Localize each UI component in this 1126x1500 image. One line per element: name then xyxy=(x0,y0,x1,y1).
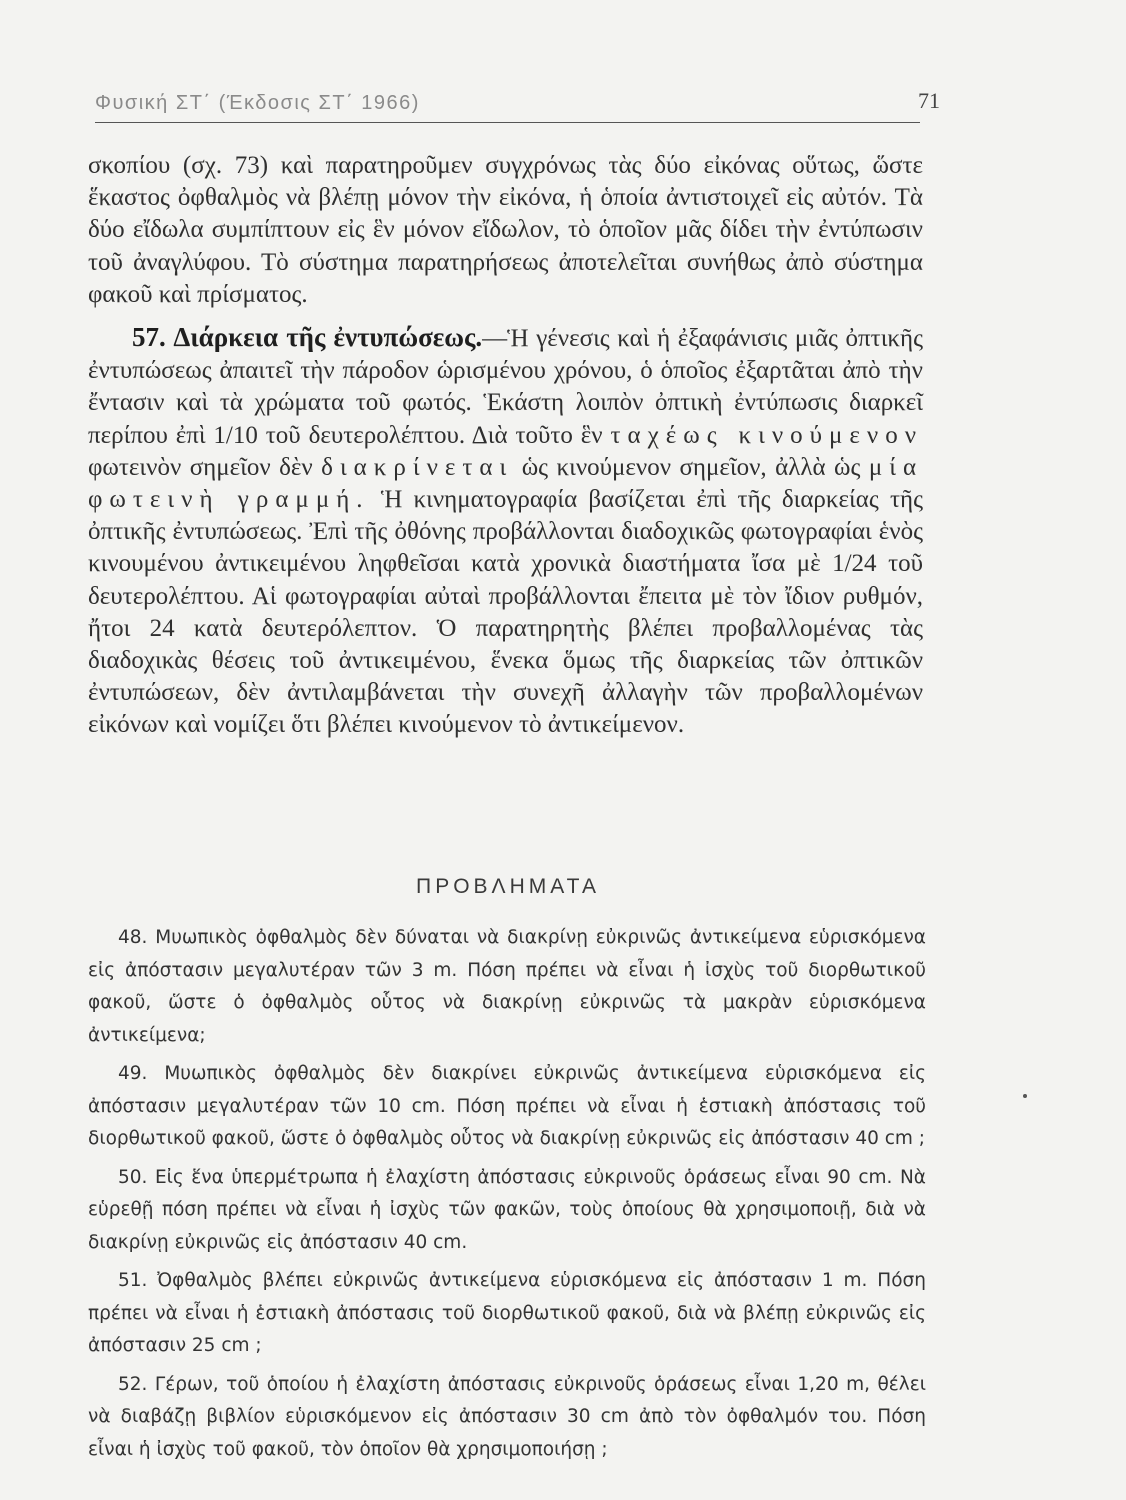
problems-list xyxy=(88,922,926,1472)
problem-item: 50. Εἰς ἕνα ὑπερμέτρωπα ἡ ἐλαχίστη ἀπόστασις εὐκρινοῦς ὁράσεως εἶναι 90 cm. Νὰ εὑρεθῇ πόση πρέπει νὰ εἶναι ἡ ἰσχὺς τῶν φακῶν, τοὺς ὁποίους θὰ χρησιμοποιῇ, διὰ νὰ διακρίνῃ εὐκρινῶς εἰς ἀπόστασιν 40 cm. xyxy=(88,1166,926,1253)
running-head: Φυσική ΣΤ΄ (Έκδοσις ΣΤ΄ 1966) xyxy=(95,92,420,114)
page-number: 71 xyxy=(918,88,940,113)
section-number: 57. xyxy=(132,322,166,353)
spaced-phrase-2: διακρίνεται xyxy=(321,453,514,481)
problems-heading: ΠΡΟΒΛΗΜΑΤΑ xyxy=(416,875,600,898)
section-text-part1: —Ἡ γένεσις καὶ ἡ ἐξαφάνισις μιᾶς ὀπτικῆς ἐντυπώσεως ἀπαιτεῖ τὴν πάροδον ὡρισμένου χρόνου, ὁ ὁποῖος ἐξαρτᾶται ἀπὸ τὴν ἔντασιν καὶ τὰ χρώματα τοῦ φωτός. Ἑκάστη λοιπὸν ὀπτικὴ ἐντύπωσις διαρκεῖ περίπου ἐπὶ 1/10 τοῦ δευτερολέπτου. Διὰ τοῦτο ἓν xyxy=(88,325,923,449)
problem-item: 52. Γέρων, τοῦ ὁποίου ἡ ἐλαχίστη ἀπόστασις εὐκρινοῦς ὁράσεως εἶναι 1,20 m, θέλει νὰ διαβάζῃ βιβλίον εὑρισκόμενον εἰς ἀπόστασιν 30 cm ἀπὸ τὸν ὀφθαλμόν του. Πόση εἶναι ἡ ἰσχὺς τοῦ φακοῦ, τὸν ὁποῖον θὰ χρησιμοποιήσῃ ; xyxy=(88,1373,926,1460)
problem-item: 49. Μυωπικὸς ὀφθαλμὸς δὲν διακρίνει εὐκρινῶς ἀντικείμενα εὑρισκόμενα εἰς ἀπόστασιν μεγαλυτέραν τῶν 10 cm. Πόση πρέπει νὰ εἶναι ἡ ἑστιακὴ ἀπόστασις τοῦ διορθωτικοῦ φακοῦ, ὥστε ὁ ὀφθαλμὸς οὗτος νὰ διακρίνῃ εὐκρινῶς εἰς ἀπόστασιν 40 cm ; xyxy=(88,1063,926,1149)
body-text xyxy=(88,150,923,742)
section-57-paragraph xyxy=(88,321,923,742)
section-text-part3: ὡς κινούμενον σημεῖον, ἀλλὰ ὡς xyxy=(521,453,861,481)
spaced-phrase-3: μία φωτεινὴ γραμμή. xyxy=(88,453,924,514)
ink-speck xyxy=(1023,1094,1027,1098)
problem-item: 48. Μυωπικὸς ὀφθαλμὸς δὲν δύναται νὰ διακρίνῃ εὐκρινῶς ἀντικείμενα εὑρισκόμενα εἰς ἀπόστασιν μεγαλυτέραν τῶν 3 m. Πόση πρέπει νὰ εἶναι ἡ ἰσχὺς τοῦ διορθωτικοῦ φακοῦ, ὥστε ὁ ὀφθαλμὸς οὗτος νὰ διακρίνῃ εὐκρινῶς τὰ μακρὰν εὑρισκόμενα ἀντικείμενα; xyxy=(88,927,926,1046)
section-text-part2: φωτεινὸν σημεῖον δὲν xyxy=(88,453,313,481)
section-text-part4: Ἡ κινηματογραφία βασίζεται ἐπὶ τῆς διαρκείας τῆς ὀπτικῆς ἐντυπώσεως. Ἐπὶ τῆς ὀθόνης προβάλλονται διαδοχικῶς φωτογραφίαι ἑνὸς κινουμένου ἀντικειμένου ληφθεῖσαι κατὰ χρονικὰ διαστήματα ἴσα μὲ 1/24 τοῦ δευτερολέπτου. Αἱ φωτογραφίαι αὐταὶ προβάλλονται ἔπειτα μὲ τὸν ἴδιον ρυθμόν, ἤτοι 24 κατὰ δευτερόλεπτον. Ὁ παρατηρητὴς βλέπει προβαλλομένας τὰς διαδοχικὰς θέσεις τοῦ ἀντικειμένου, ἕνεκα ὅμως τῆς διαρκείας τῶν ὀπτικῶν ἐντυπώσεων, δὲν ἀντιλαμβάνεται τὴν συνεχῆ ἀλλαγὴν τῶν προβαλλομένων εἰκόνων καὶ νομίζει ὅτι βλέπει κινούμενον τὸ ἀντικείμενον. xyxy=(88,486,923,739)
problem-item: 51. Ὀφθαλμὸς βλέπει εὐκρινῶς ἀντικείμενα εὑρισκόμενα εἰς ἀπόστασιν 1 m. Πόση πρέπει νὰ εἶναι ἡ ἑστιακὴ ἀπόστασις τοῦ διορθωτικοῦ φακοῦ, διὰ νὰ βλέπῃ εὐκρινῶς εἰς ἀπόστασιν 25 cm ; xyxy=(88,1270,926,1356)
header-rule xyxy=(95,122,920,123)
spaced-phrase-1: ταχέως κινούμενον xyxy=(610,421,924,449)
intro-paragraph: σκοπίου (σχ. 73) καὶ παρατηροῦμεν συγχρόνως τὰς δύο εἰκόνας οὕτως, ὥστε ἕκαστος ὀφθαλμὸς νὰ βλέπῃ μόνον τὴν εἰκόνα, ἡ ὁποία ἀντιστοιχεῖ εἰς αὐτόν. Τὰ δύο εἴδωλα συμπίπτουν εἰς ἓν μόνον εἴδωλον, τὸ ὁποῖον μᾶς δίδει τὴν ἐντύπωσιν τοῦ ἀναγλύφου. Τὸ σύστημα παρατηρήσεως ἀποτελεῖται συνήθως ἀπὸ σύστημα φακοῦ καὶ πρίσματος. xyxy=(88,152,923,308)
section-title: Διάρκεια τῆς ἐντυπώσεως. xyxy=(173,322,483,353)
